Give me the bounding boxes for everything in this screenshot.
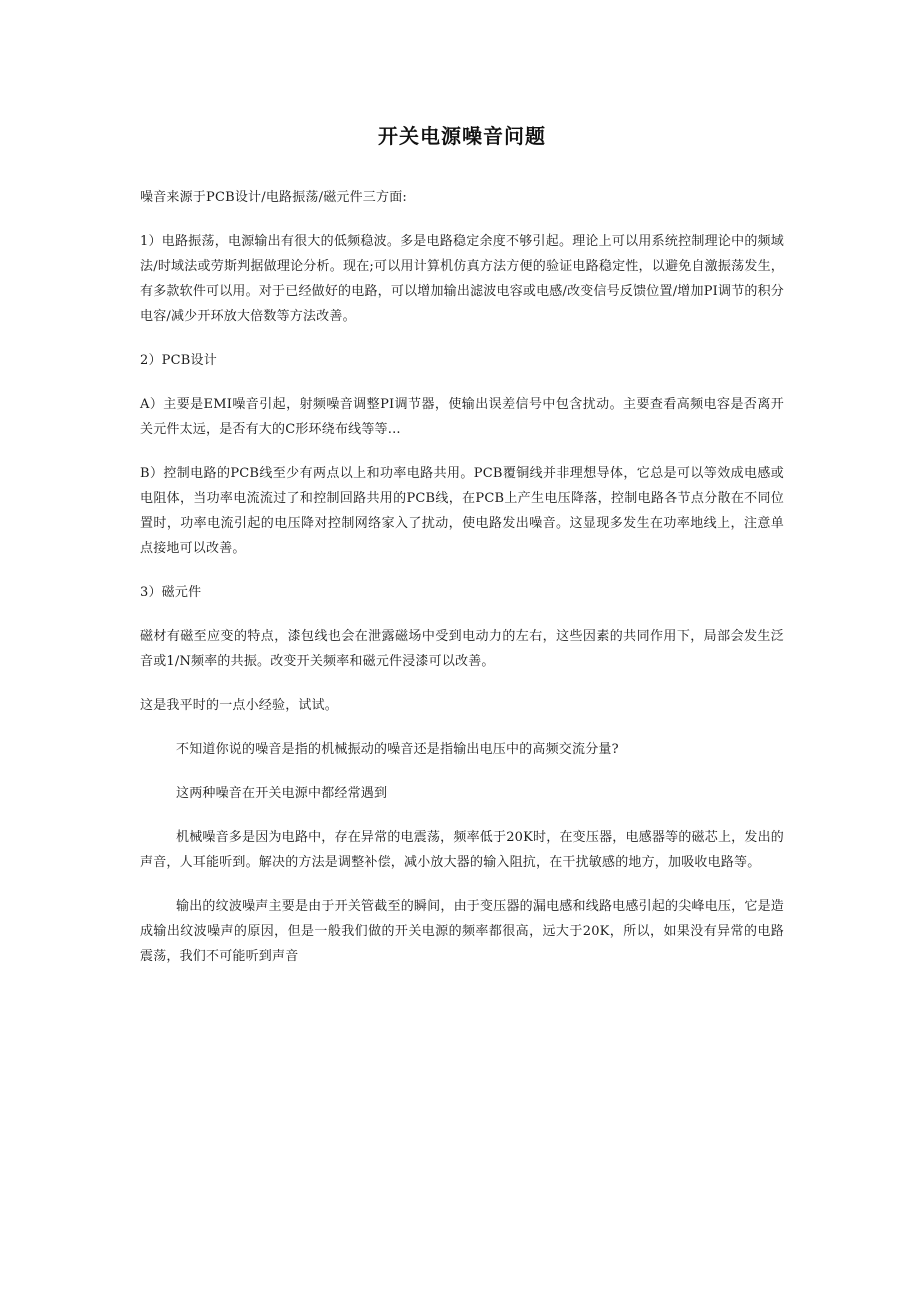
mechanical-noise-paragraph: 机械噪音多是因为电路中，存在异常的电震荡，频率低于20K时，在变压器，电感器等的磁芯上，发出的声音，人耳能听到。解决的方法是调整补偿，减小放大器的输入阻抗，在干扰敏感的地方，加吸收电路等。 — [140, 830, 784, 870]
pcb-b-paragraph: B）控制电路的PCB线至少有两点以上和功率电路共用。PCB覆铜线并非理想导体，它总是可以等效成电感或电阻体，当功率电流流过了和控制回路共用的PCB线，在PCB上产生电压降落，控制电路各节点分散在不同位置时，功率电流引起的电压降对控制网络家入了扰动，使电路发出噪音。这显现多发生在功率地线上，注意单点接地可以改善。 — [140, 466, 784, 556]
document-title: 开关电源噪音问题 — [378, 124, 546, 148]
question-paragraph: 不知道你说的噪音是指的机械振动的噪音还是指输出电压中的高频交流分量? — [176, 742, 619, 757]
experience-note: 这是我平时的一点小经验，试试。 — [140, 698, 339, 713]
oscillation-paragraph: 1）电路振荡，电源输出有很大的低频稳波。多是电路稳定余度不够引起。理论上可以用系统控制理论中的频域法/时域法或劳斯判据做理论分析。现在;可以用计算机仿真方法方便的验证电路稳定性，以避免自激振荡发生，有多款软件可以用。对于已经做好的电路，可以增加输出滤波电容或电感/改变信号反馈位置/增加PI调节的积分电容/减少开环放大倍数等方法改善。 — [140, 234, 784, 324]
ripple-noise-paragraph: 输出的纹波噪声主要是由于开关管截至的瞬间，由于变压器的漏电感和线路电感引起的尖峰电压，它是造成输出纹波噪声的原因，但是一般我们做的开关电源的频率都很高，远大于20K，所以，如果没有异常的电路震荡，我们不可能听到声音 — [140, 899, 784, 964]
pcb-a-paragraph: A）主要是EMI噪音引起，射频噪音调整PI调节器，使输出误差信号中包含扰动。主要查看高频电容是否离开关元件太远，是否有大的C形环绕布线等等... — [140, 397, 784, 437]
intro-paragraph: 噪音来源于PCB设计/电路振荡/磁元件三方面: — [140, 190, 407, 205]
document-page — [140, 120, 784, 988]
magnetic-heading: 3）磁元件 — [140, 585, 202, 600]
both-noise-paragraph: 这两种噪音在开关电源中都经常遇到 — [176, 786, 388, 801]
magnetic-paragraph: 磁材有磁至应变的特点，漆包线也会在泄露磁场中受到电动力的左右，这些因素的共同作用下，局部会发生泛音或1/N频率的共振。改变开关频率和磁元件浸漆可以改善。 — [140, 629, 784, 669]
pcb-heading: 2）PCB设计 — [140, 353, 217, 368]
